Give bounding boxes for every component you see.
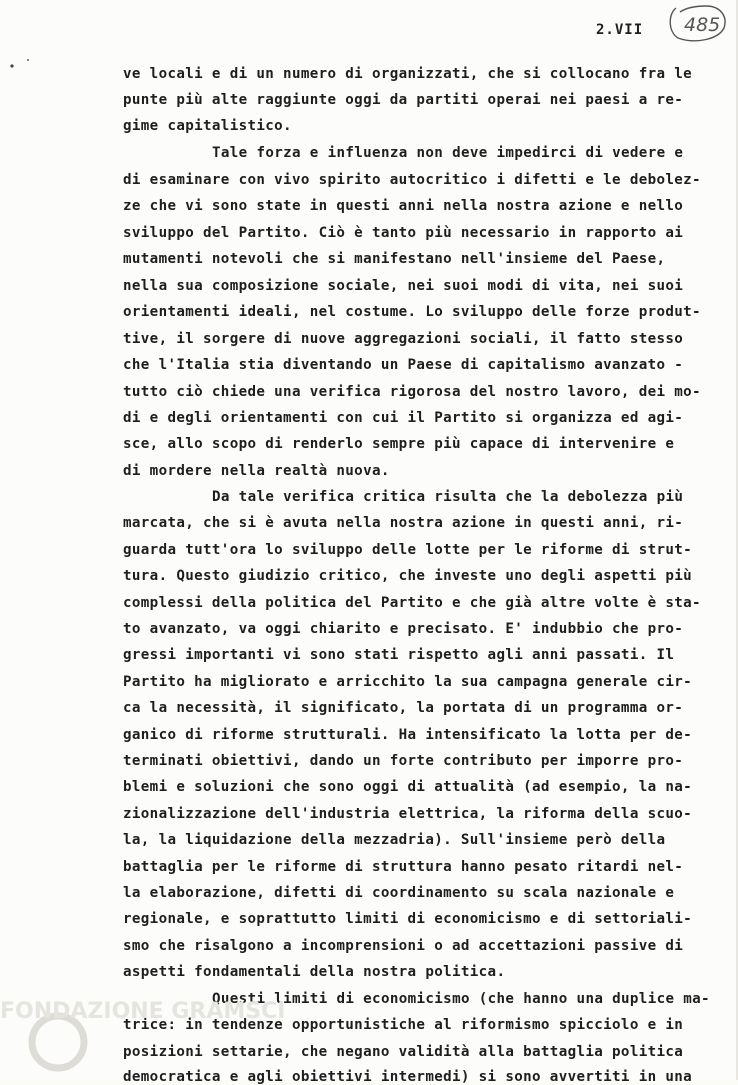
text-line: posizioni settarie, che negano validità alla battaglia politica <box>123 1044 684 1060</box>
text-line: la elaborazione, difetti di coordinamento su scala nazionale e <box>123 885 675 901</box>
text-line: tive, il sorgere di nuove aggregazioni sociali, il fatto stesso <box>123 331 684 347</box>
text-line: Partito ha migliorato e arricchito la sua campagna generale cir- <box>123 674 693 690</box>
watermark-text: FONDAZIONE GRAMSCI <box>0 999 286 1024</box>
text-line: la, la liquidazione della mezzadria). Sull'insieme però della <box>123 832 666 848</box>
archive-number-handwritten <box>666 2 730 42</box>
text-line: zionalizzazione dell'industria elettrica, la riforma della scuo- <box>123 806 693 822</box>
margin-mark <box>8 56 38 72</box>
text-line: ze che vi sono state in questi anni nella nostra azione e nello <box>123 198 684 214</box>
text-line: tutto ciò chiede una verifica rigorosa del nostro lavoro, dei mo- <box>123 384 701 400</box>
text-line: di e degli orientamenti con cui il Partito si organizza ed agi- <box>123 410 684 426</box>
text-line: to avanzato, va oggi chiarito e precisato. E' indubbio che pro- <box>123 621 684 637</box>
text-line: democratica e agli obiettivi intermedi) si sono avvertiti in una <box>123 1069 693 1085</box>
text-line: smo che risalgono a incomprensioni o ad accettazioni passive di <box>123 938 684 954</box>
text-line: blemi e soluzioni che sono oggi di attualità (ad esempio, la na- <box>123 779 693 795</box>
text-line: nella sua composizione sociale, nei suoi modi di vita, nei suoi <box>123 278 684 294</box>
text-line: di esaminare con vivo spirito autocritico i difetti e le debolez- <box>123 172 701 188</box>
svg-text:485: 485 <box>684 14 721 36</box>
watermark <box>0 990 286 1080</box>
text-line: guarda tutt'ora lo sviluppo delle lotte per le riforme di strut- <box>123 542 693 558</box>
text-line: complessi della politica del Partito e che già altre volte è sta- <box>123 595 701 611</box>
text-line: sviluppo del Partito. Ciò è tanto più necessario in rapporto ai <box>123 225 684 241</box>
text-line: marcata, che si è avuta nella nostra azione in questi anni, ri- <box>123 515 684 531</box>
text-line: gime capitalistico. <box>123 118 292 134</box>
text-line: ve locali e di un numero di organizzati, che si collocano fra le <box>123 66 693 82</box>
text-line: di mordere nella realtà nuova. <box>123 463 390 479</box>
text-line: Questi limiti di economicismo (che hanno una duplice ma- <box>212 991 710 1007</box>
page-number: 2.VII <box>596 22 644 38</box>
text-line: tura. Questo giudizio critico, che investe uno degli aspetti più <box>123 568 693 584</box>
text-line: trice: in tendenze opportunistiche al riformismo spicciolo e in <box>123 1017 684 1033</box>
text-line: ganico di riforme strutturali. Ha intensificato la lotta per de- <box>123 727 693 743</box>
text-line: terminati obiettivi, dando un forte contributo per imporre pro- <box>123 753 684 769</box>
text-line: sce, allo scopo di renderlo sempre più capace di intervenire e <box>123 436 675 452</box>
text-line: regionale, e soprattutto limiti di economicismo e di settoriali- <box>123 911 693 927</box>
text-line: orientamenti ideali, nel costume. Lo sviluppo delle forze produt- <box>123 304 701 320</box>
text-line: ca la necessità, il significato, la portata di un programma or- <box>123 700 684 716</box>
text-line: che l'Italia stia diventando un Paese di capitalismo avanzato - <box>123 357 684 373</box>
text-line: Tale forza e influenza non deve impedirci di vedere e <box>212 145 684 161</box>
text-line: Da tale verifica critica risulta che la debolezza più <box>212 489 684 505</box>
text-line: punte più alte raggiunte oggi da partiti operai nei paesi a re- <box>123 92 684 108</box>
text-line: mutamenti notevoli che si manifestano nell'insieme del Paese, <box>123 251 666 267</box>
text-line: gressi importanti vi sono stati rispetto agli anni passati. Il <box>123 647 675 663</box>
text-line: aspetti fondamentali della nostra politica. <box>123 964 506 980</box>
text-line: battaglia per le riforme di struttura hanno pesato ritardi nel- <box>123 859 684 875</box>
